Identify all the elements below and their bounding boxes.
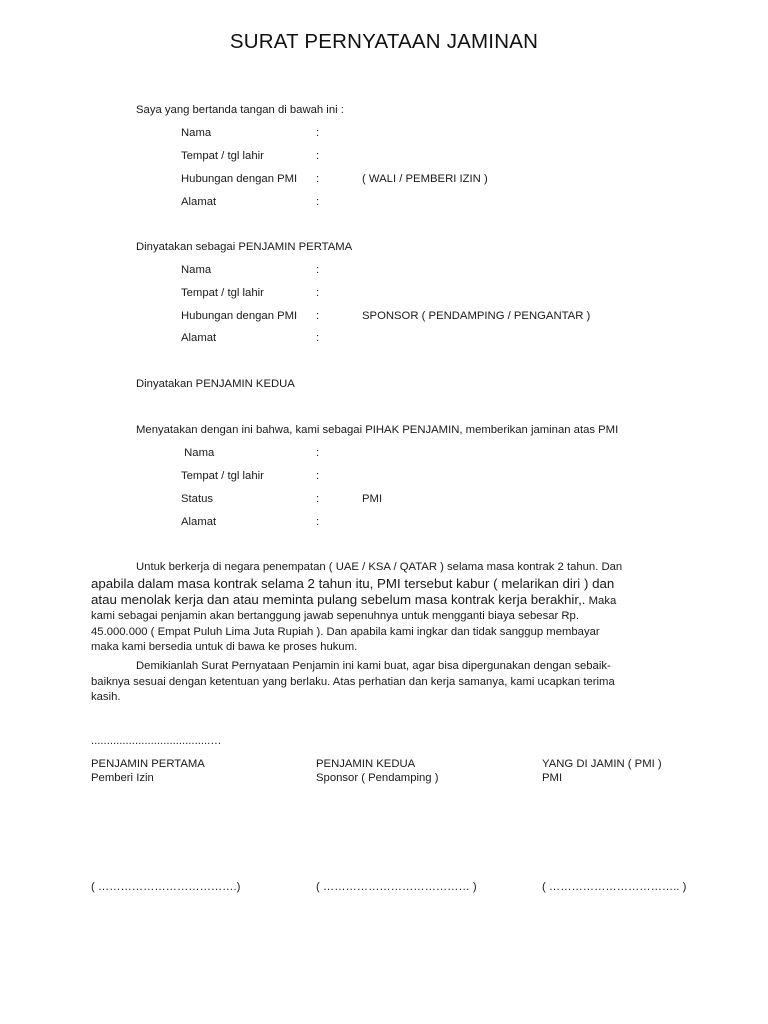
field-colon: : — [316, 493, 320, 505]
paragraph-closing — [91, 659, 681, 706]
field-label: Alamat — [181, 516, 217, 528]
signature-name-line: ( …………………………….. ) — [542, 881, 687, 893]
field-label: Status — [181, 493, 214, 505]
field-value: SPONSOR ( PENDAMPING / PENGANTAR ) — [362, 310, 591, 322]
field-value: ( WALI / PEMBERI IZIN ) — [362, 173, 488, 185]
paragraph-line-part: atau menolak kerja dan atau meminta pulang sebelum masa kontrak kerja berakhir,. — [91, 591, 586, 607]
signature-role: PENJAMIN KEDUA — [316, 758, 416, 770]
field-label: Nama — [181, 264, 212, 276]
field-label: Tempat / tgl lahir — [181, 150, 264, 162]
field-colon: : — [316, 287, 320, 299]
field-value: PMI — [362, 493, 383, 505]
statement-heading: Menyatakan dengan ini bahwa, kami sebagai PIHAK PENJAMIN, memberikan jaminan atas PMI — [136, 424, 619, 436]
heading-penjamin-pertama: Dinyatakan sebagai PENJAMIN PERTAMA — [136, 241, 353, 253]
paragraph-line — [91, 592, 681, 610]
signature-subtitle: Sponsor ( Pendamping ) — [316, 772, 439, 784]
date-place-line: ......................................… — [91, 735, 222, 747]
signature-role: PENJAMIN PERTAMA — [91, 758, 205, 770]
field-colon: : — [316, 332, 320, 344]
field-label: Nama — [181, 127, 212, 139]
paragraph-line: maka kami bersedia untuk di bawa ke proses hukum. — [91, 641, 358, 654]
field-colon: : — [316, 470, 320, 482]
paragraph-line: apabila dalam masa kontrak selama 2 tahun itu, PMI tersebut kabur ( melarikan diri ) dan — [91, 575, 615, 591]
paragraph-line: kasih. — [91, 691, 121, 704]
field-label: Alamat — [181, 196, 217, 208]
paragraph-line: 45.000.000 ( Empat Puluh Lima Juta Rupiah ). Dan apabila kami ingkar dan tidak sanggup membayar — [91, 625, 600, 638]
field-colon: : — [316, 264, 320, 276]
field-colon: : — [316, 150, 320, 162]
field-colon: : — [316, 173, 320, 185]
field-colon: : — [316, 447, 320, 459]
paragraph-line: baiknya sesuai dengan ketentuan yang berlaku. Atas perhatian dan kerja samanya, kami ucapkan terima — [91, 675, 615, 688]
paragraph-line: Demikianlah Surat Pernyataan Penjamin ini kami buat, agar bisa dipergunakan dengan sebaik- — [136, 660, 611, 672]
field-colon: : — [316, 127, 320, 139]
intro-text: Saya yang bertanda tangan di bawah ini : — [136, 104, 344, 116]
signature-role: YANG DI JAMIN ( PMI ) — [542, 758, 662, 770]
signature-subtitle: PMI — [542, 772, 563, 784]
field-colon: : — [316, 196, 320, 208]
signature-name-line: ( ……………………………….) — [91, 881, 241, 893]
field-label: Alamat — [181, 332, 217, 344]
paragraph-terms — [91, 560, 681, 656]
signature-subtitle: Pemberi Izin — [91, 772, 154, 784]
field-label: Nama — [181, 447, 215, 459]
field-label: Tempat / tgl lahir — [181, 470, 264, 482]
heading-penjamin-kedua: Dinyatakan PENJAMIN KEDUA — [136, 378, 295, 390]
field-colon: : — [316, 310, 320, 322]
field-colon: : — [316, 516, 320, 528]
field-label: Tempat / tgl lahir — [181, 287, 264, 299]
signature-name-line: ( ………………………………… ) — [316, 881, 477, 893]
paragraph-line: Untuk berkerja di negara penempatan ( UAE / KSA / QATAR ) selama masa kontrak 2 tahun. Dan — [136, 561, 623, 573]
field-label: Hubungan dengan PMI — [181, 310, 298, 322]
paragraph-line: kami sebagai penjamin akan bertanggung jawab sepenuhnya untuk mengganti biaya sebesar Rp. — [91, 610, 579, 623]
field-label: Hubungan dengan PMI — [181, 173, 298, 185]
paragraph-line-part: Maka — [585, 594, 617, 607]
document-title: SURAT PERNYATAAN JAMINAN — [229, 30, 539, 53]
